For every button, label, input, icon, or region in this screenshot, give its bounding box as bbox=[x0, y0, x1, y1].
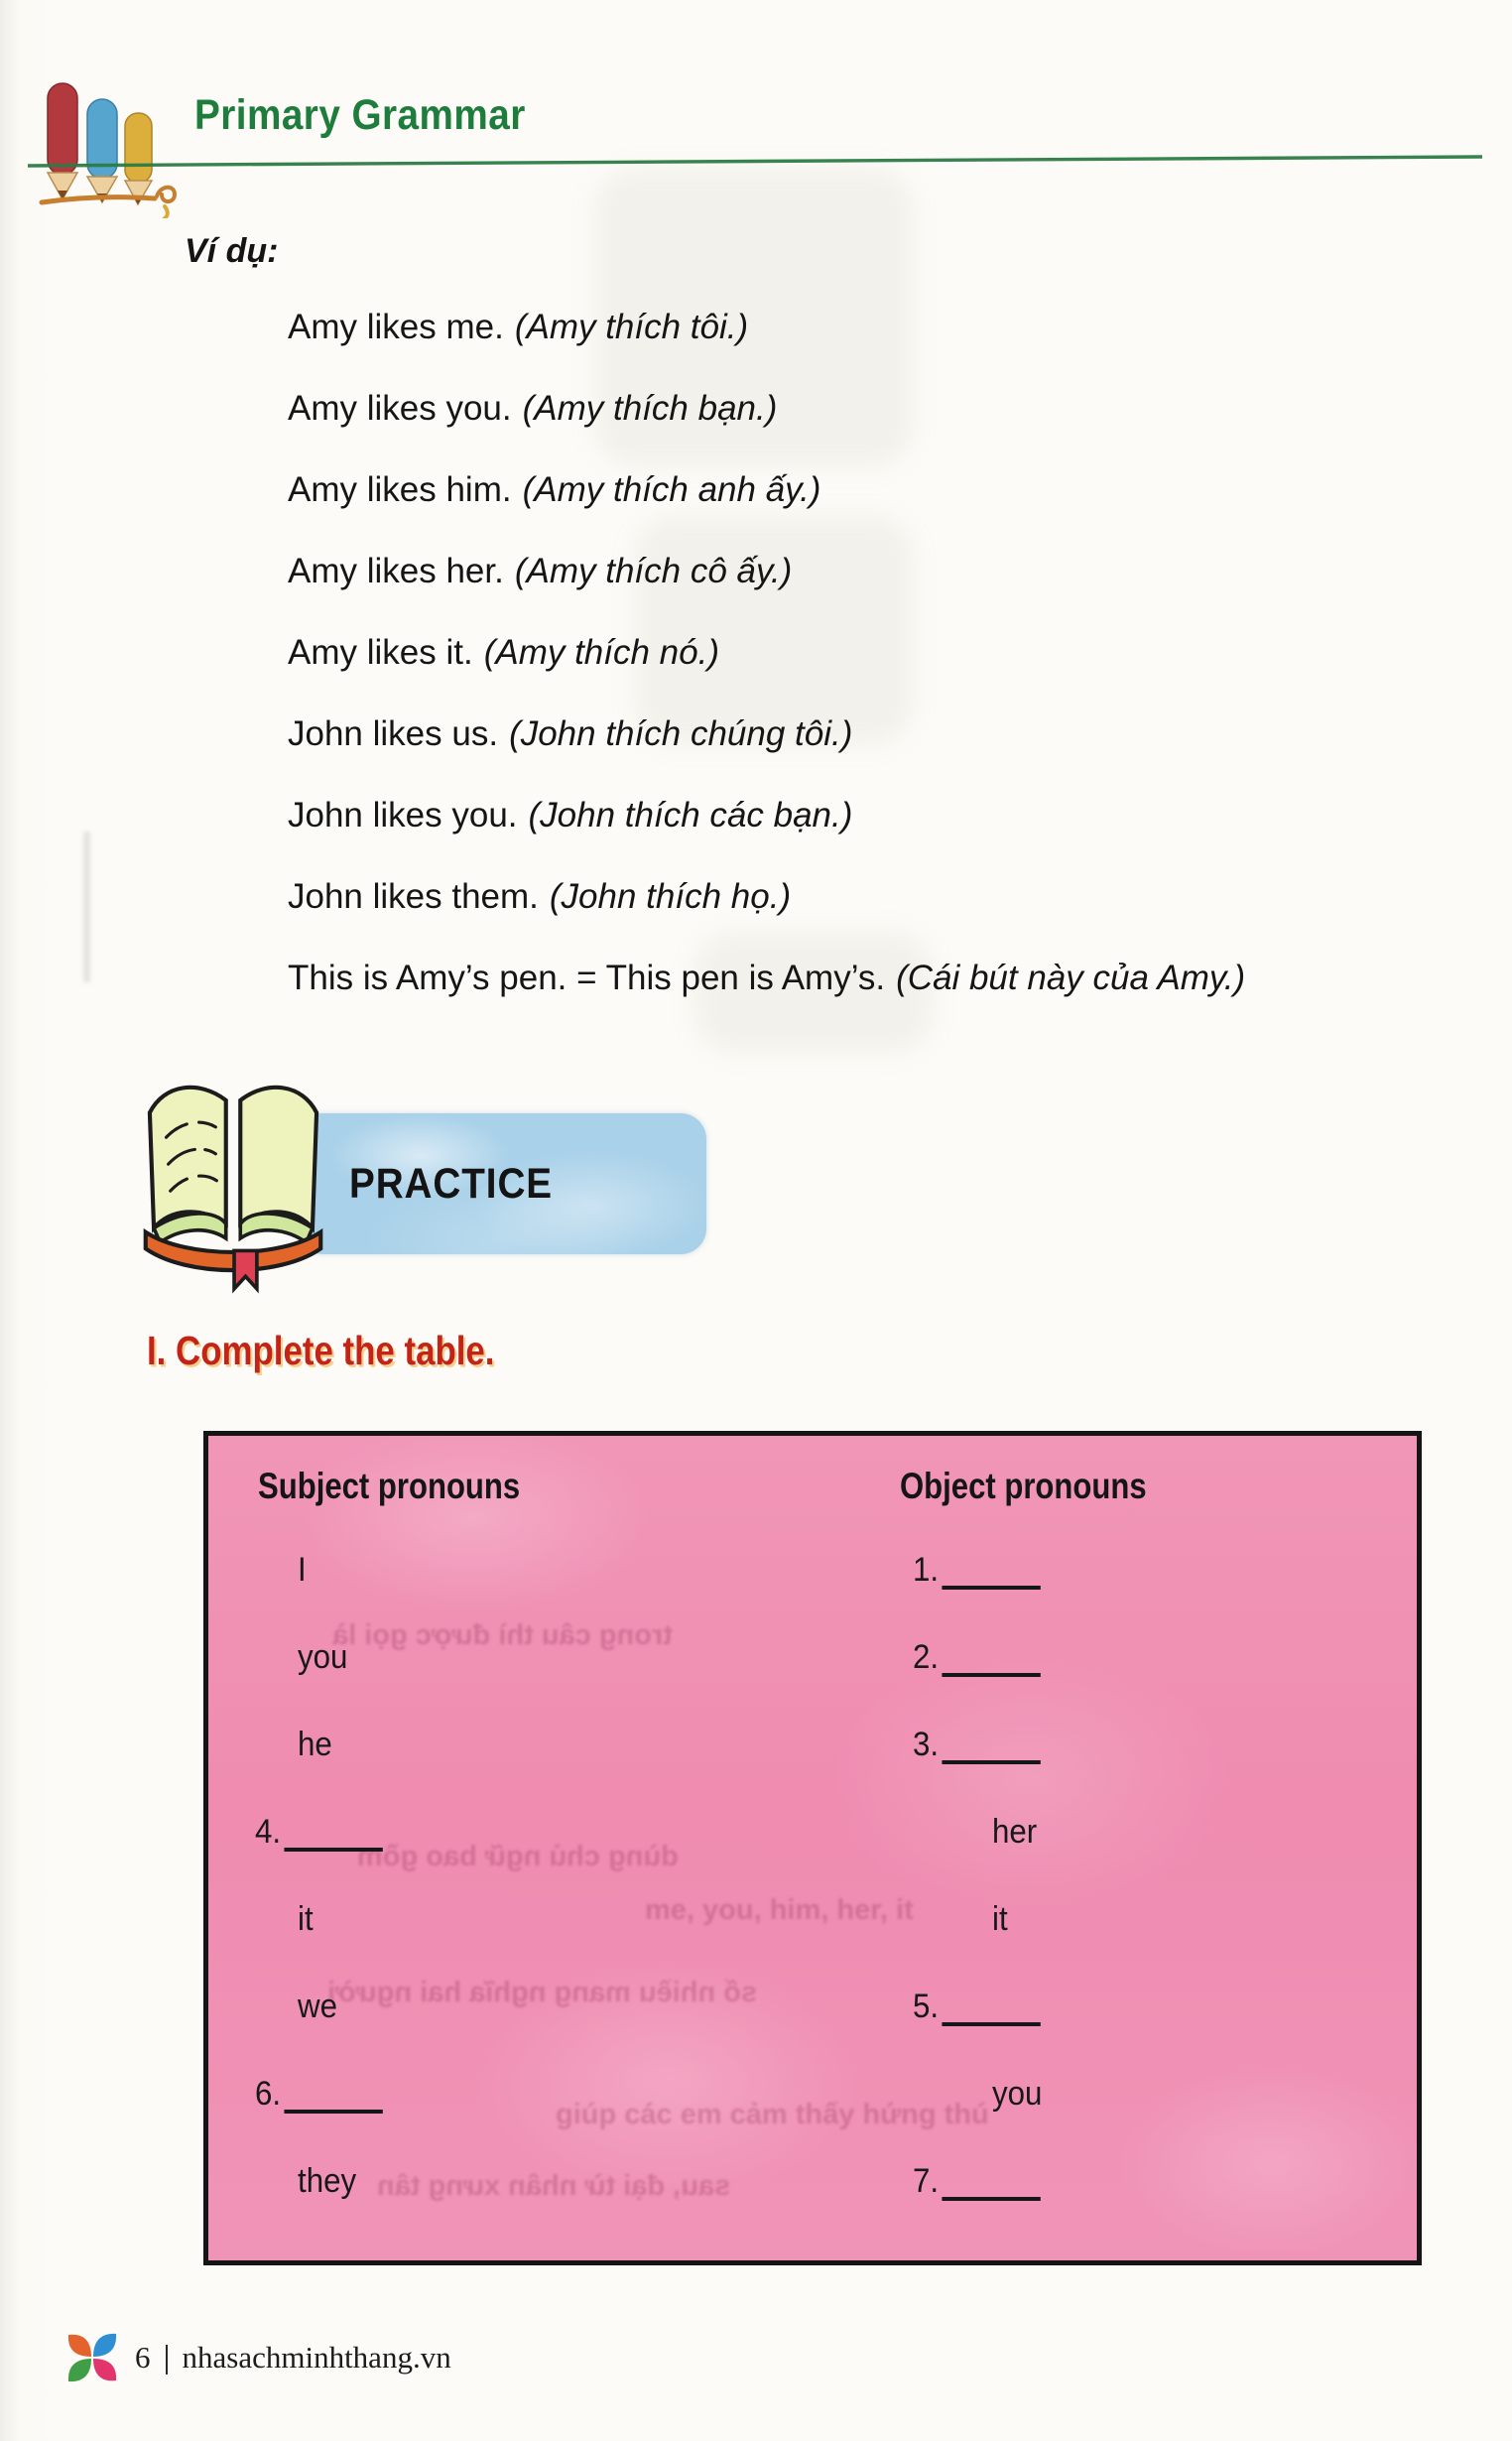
example-sentence bbox=[288, 856, 1245, 938]
sentence-en: Amy likes me. bbox=[288, 308, 504, 346]
sentence-en: Amy likes you. bbox=[288, 389, 512, 428]
sentence-en: Amy likes it. bbox=[288, 633, 473, 672]
answer-blank-line bbox=[943, 1667, 1041, 1677]
subject-pronoun-blank bbox=[255, 2050, 383, 2137]
exercise-title: I. Complete the table. bbox=[147, 1328, 495, 1373]
answer-blank-line bbox=[285, 2104, 383, 2114]
blank-number: 7. bbox=[913, 2162, 940, 2200]
cell-word: you bbox=[992, 2075, 1043, 2113]
page-number: 6 bbox=[135, 2340, 151, 2375]
cell-word: it bbox=[992, 1900, 1008, 1938]
table-row bbox=[208, 1963, 1417, 2050]
example-sentence bbox=[288, 694, 1245, 775]
sentence-en: Amy likes her. bbox=[288, 552, 504, 590]
answer-blank-line bbox=[943, 2191, 1041, 2201]
object-pronoun-blank bbox=[913, 2137, 1041, 2225]
answer-blank-line bbox=[943, 2016, 1041, 2026]
answer-blank-line bbox=[285, 1842, 383, 1852]
sentence-vi: (Amy thích bạn.) bbox=[522, 389, 778, 428]
cell-word: we bbox=[298, 1988, 337, 2025]
object-pronoun-blank bbox=[913, 1613, 1041, 1701]
object-pronoun-blank bbox=[913, 1526, 1041, 1613]
page-header-title: Primary Grammar bbox=[194, 91, 526, 139]
examples-label: Ví dụ: bbox=[185, 232, 279, 270]
subject-pronoun-cell bbox=[298, 1613, 347, 1701]
sentence-en: This is Amy’s pen. = This pen is Amy’s. bbox=[288, 959, 886, 997]
cell-word: you bbox=[298, 1638, 348, 1676]
cell-word: I bbox=[298, 1551, 307, 1589]
object-pronoun-blank bbox=[913, 1963, 1041, 2050]
bleed-through-text: giúp các em cảm thấy hứng thú bbox=[556, 2099, 989, 2130]
table-row bbox=[208, 1788, 1417, 1875]
blank-number: 1. bbox=[913, 1551, 940, 1589]
sentence-en: John likes you. bbox=[288, 796, 518, 835]
pencils-logo-icon bbox=[38, 79, 201, 218]
answer-blank-line bbox=[943, 1580, 1041, 1590]
table-row bbox=[208, 2050, 1417, 2137]
example-sentence bbox=[288, 368, 1245, 450]
subject-pronoun-cell bbox=[298, 1701, 332, 1788]
practice-banner bbox=[298, 1113, 706, 1254]
answer-blank-line bbox=[943, 1754, 1041, 1764]
bleed-through-text: trong câu thì được gọi là bbox=[332, 1619, 673, 1651]
blank-number: 6. bbox=[255, 2075, 282, 2113]
scan-edge-mark bbox=[83, 832, 90, 982]
bleed-through-text: dùng chủ ngữ bao gồm bbox=[357, 1841, 679, 1872]
object-pronoun-cell bbox=[992, 1788, 1037, 1875]
page-footer bbox=[135, 2330, 451, 2385]
bleed-through-text: sau, đại từ nhân xưng tân bbox=[377, 2170, 731, 2202]
example-sentence bbox=[288, 287, 1245, 368]
column-header-object-pronouns: Object pronouns bbox=[900, 1466, 1147, 1506]
blank-number: 3. bbox=[913, 1726, 940, 1763]
table-rows bbox=[208, 1526, 1417, 2225]
subject-pronoun-cell bbox=[298, 1526, 307, 1613]
blank-number: 5. bbox=[913, 1988, 940, 2025]
sentence-vi: (John thích họ.) bbox=[549, 877, 792, 916]
blank-number: 2. bbox=[913, 1638, 940, 1676]
examples-list bbox=[288, 287, 1245, 1019]
cell-word: it bbox=[298, 1900, 314, 1938]
object-pronoun-cell bbox=[992, 1875, 1008, 1963]
example-sentence bbox=[288, 612, 1245, 694]
cell-word: he bbox=[298, 1726, 332, 1763]
subject-pronoun-cell bbox=[298, 1875, 314, 1963]
example-sentence bbox=[288, 938, 1245, 1019]
blank-number: 4. bbox=[255, 1813, 282, 1851]
table-row bbox=[208, 1526, 1417, 1613]
example-sentence bbox=[288, 450, 1245, 531]
sentence-vi: (Amy thích cô ấy.) bbox=[514, 552, 793, 590]
header-divider-line bbox=[26, 153, 1486, 171]
table-row bbox=[208, 1701, 1417, 1788]
open-book-icon bbox=[135, 1078, 331, 1294]
subject-pronoun-cell bbox=[298, 2137, 356, 2225]
pronoun-table bbox=[203, 1431, 1422, 2265]
subject-pronoun-cell bbox=[298, 1963, 337, 2050]
sentence-vi: (Amy thích tôi.) bbox=[514, 308, 749, 346]
cell-word: they bbox=[298, 2162, 357, 2200]
sentence-en: John likes us. bbox=[288, 714, 499, 753]
object-pronoun-cell bbox=[992, 2050, 1042, 2137]
table-row bbox=[208, 2137, 1417, 2225]
sentence-vi: (John thích các bạn.) bbox=[528, 796, 853, 835]
sentence-vi: (Amy thích nó.) bbox=[483, 633, 719, 672]
sentence-en: Amy likes him. bbox=[288, 470, 512, 509]
object-pronoun-blank bbox=[913, 1701, 1041, 1788]
sentence-en: John likes them. bbox=[288, 877, 539, 916]
sentence-vi: (Cái bút này của Amy.) bbox=[896, 959, 1246, 997]
practice-banner-label: PRACTICE bbox=[349, 1160, 554, 1208]
publisher-logo-icon bbox=[65, 2330, 119, 2385]
example-sentence bbox=[288, 531, 1245, 612]
subject-pronoun-blank bbox=[255, 1788, 383, 1875]
sentence-vi: (John thích chúng tôi.) bbox=[509, 714, 853, 753]
example-sentence bbox=[288, 775, 1245, 856]
table-row bbox=[208, 1613, 1417, 1701]
table-row bbox=[208, 1875, 1417, 1963]
bleed-through-text: me, you, him, her, it bbox=[645, 1894, 914, 1926]
website: nhasachminhthang.vn bbox=[182, 2340, 451, 2375]
sentence-vi: (Amy thích anh ấy.) bbox=[522, 470, 821, 509]
bleed-through-text: số nhiều mang nghĩa hai người bbox=[327, 1977, 758, 2008]
column-header-subject-pronouns: Subject pronouns bbox=[258, 1466, 521, 1506]
cell-word: her bbox=[992, 1813, 1038, 1851]
footer-divider bbox=[166, 2345, 168, 2375]
